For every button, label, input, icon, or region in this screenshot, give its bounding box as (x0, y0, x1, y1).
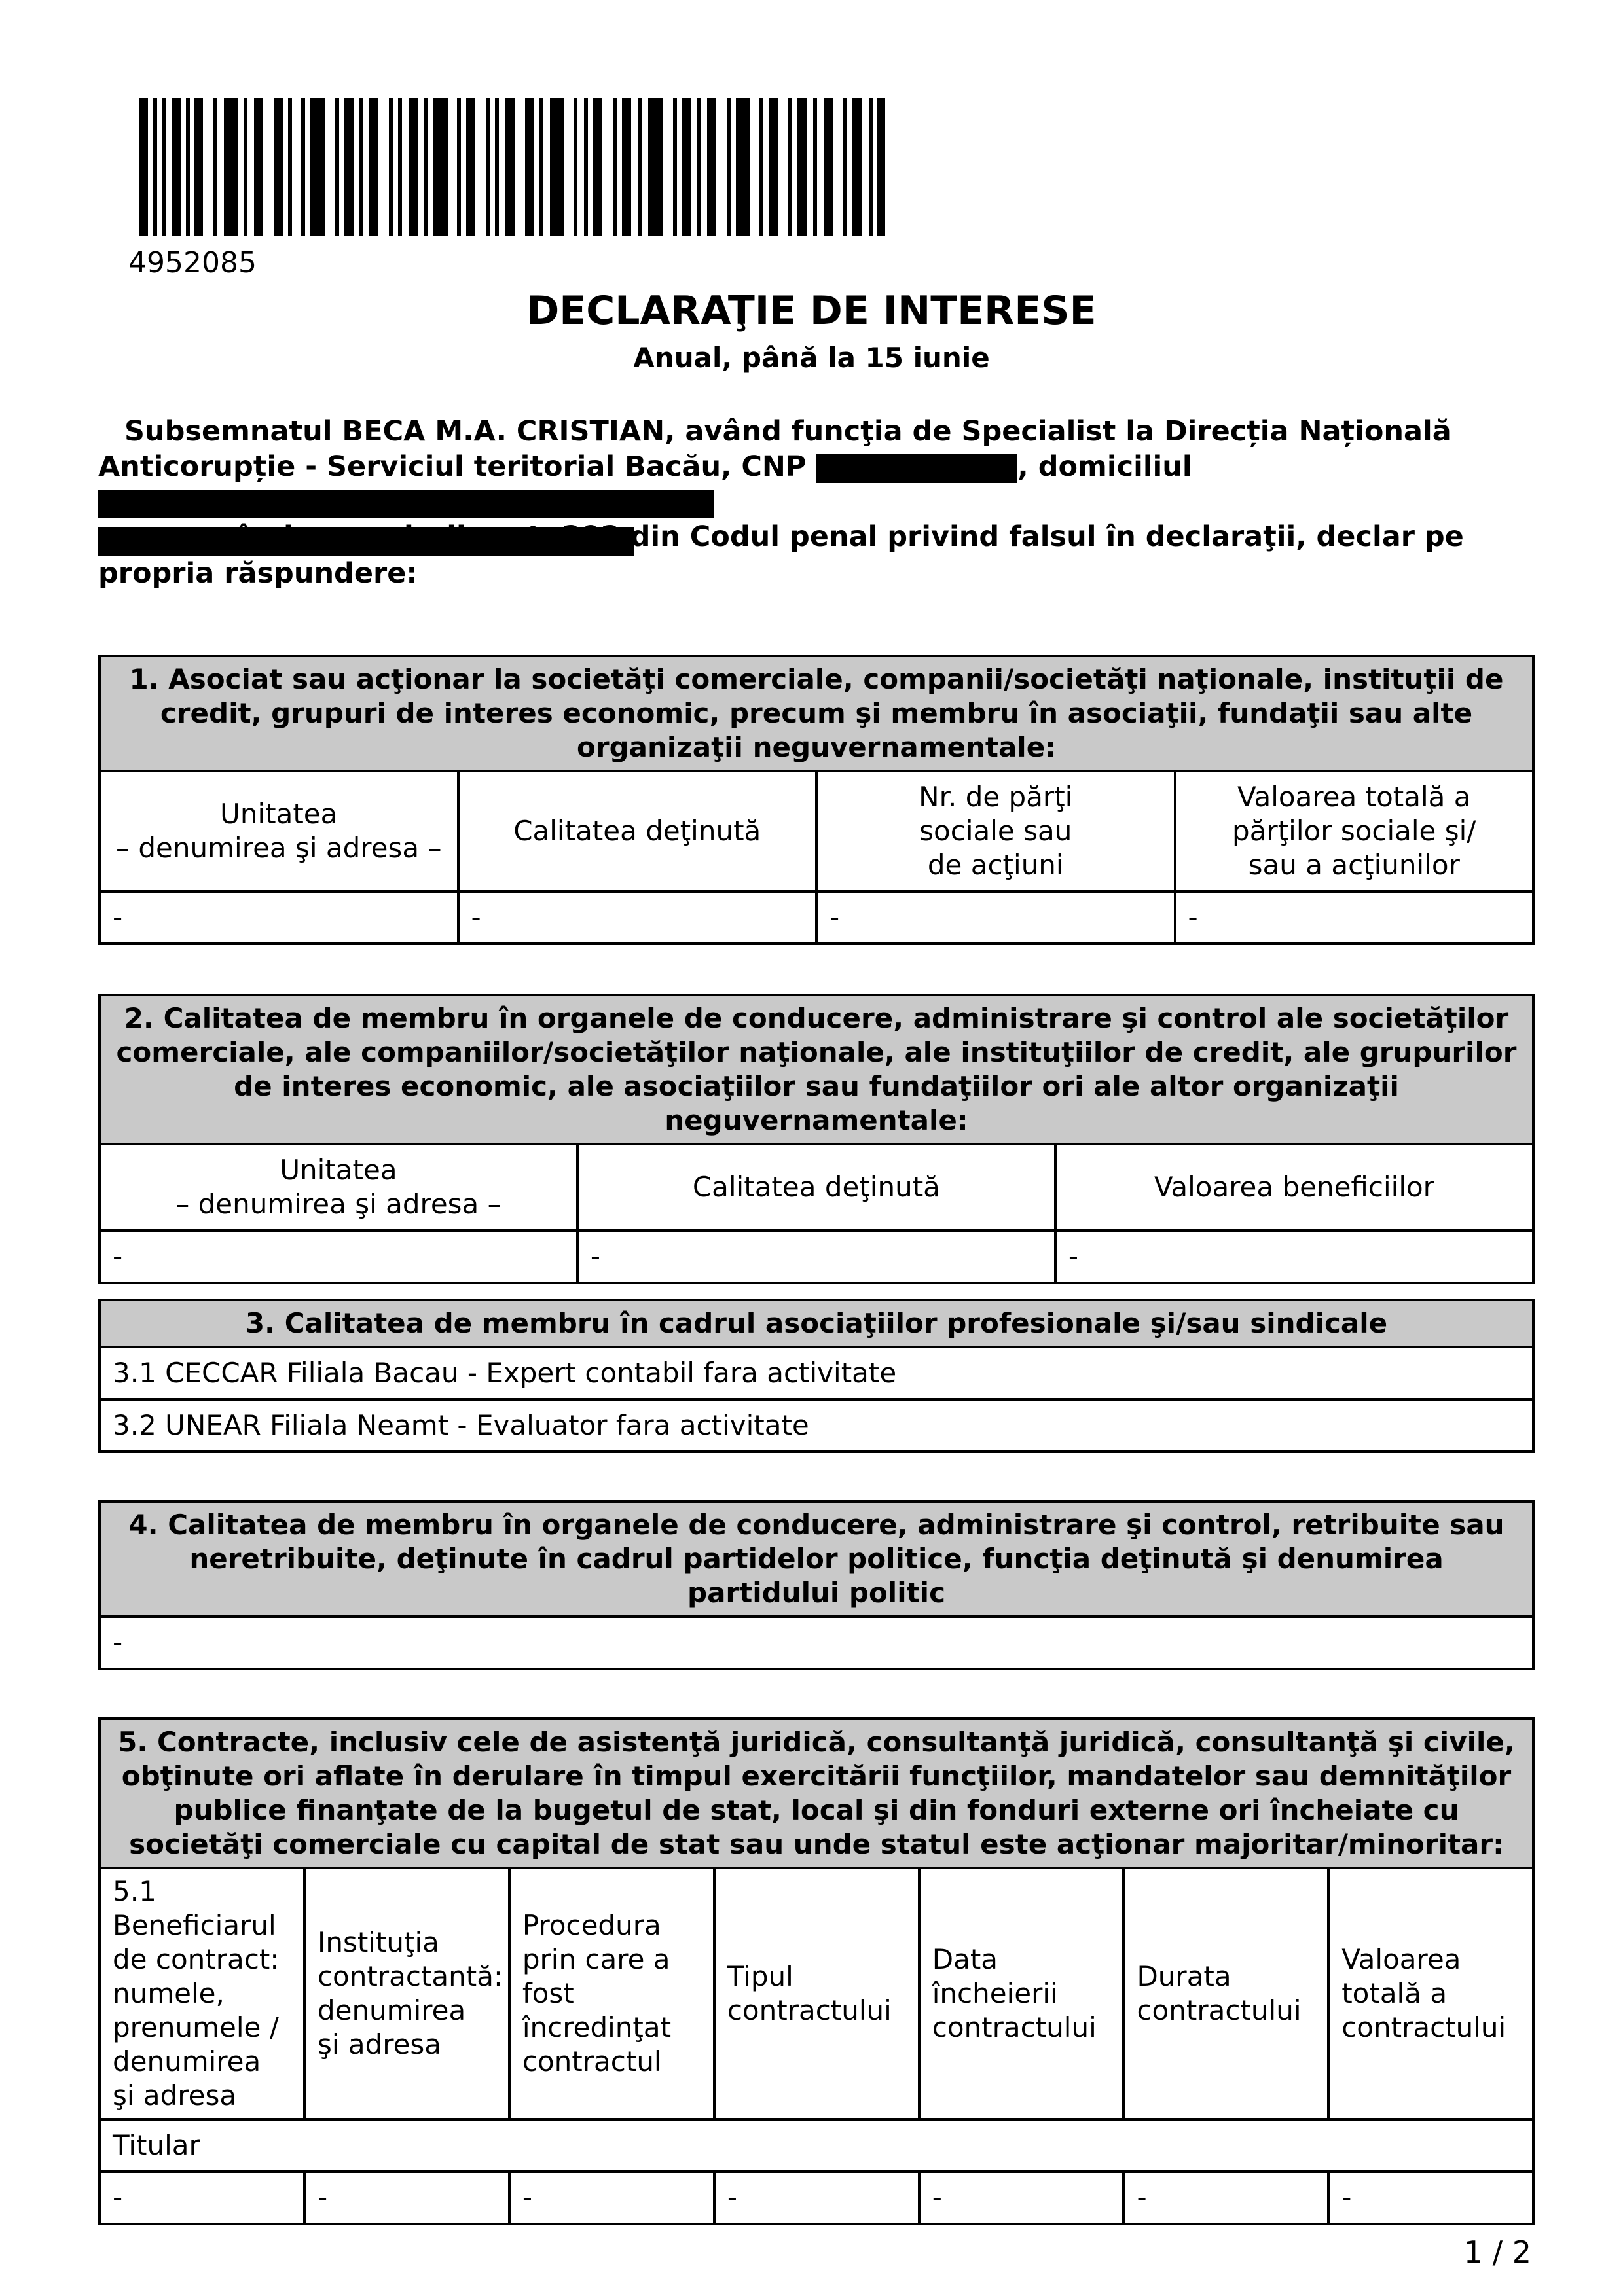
section-5-title: 5. Contracte, inclusiv cele de asistenţă juridică, consultanţă juridică, consultanţă şi civile, obţinute ori aflate în derulare în timpul exercitării funcţiilor, mandatelor sau demnităţilor publice finanţate de la bugetul de stat, local şi din fonduri externe ori încheiate cu societăţi comerciale cu capital de stat sau unde statul este acţionar majoritar/minoritar: (100, 1719, 1533, 1868)
document-subtitle: Anual, până la 15 iunie (633, 342, 990, 374)
col-value-header: Valoarea totală a părţilor sociale şi/ sau a acţiunilor (1175, 771, 1534, 891)
col-unit-header: Unitatea – denumirea şi adresa – (100, 771, 458, 891)
table-cell: - (714, 2172, 919, 2224)
document-title: DECLARAŢIE DE INTERESE (526, 288, 1097, 334)
table-cell: - (509, 2172, 714, 2224)
list-item: 3.1 CECCAR Filiala Bacau - Expert contabil fara activitate (100, 1347, 1533, 1399)
table-cell: - (816, 891, 1175, 944)
section-1-table (98, 655, 1535, 945)
col-type-header: Tipul contractului (714, 1868, 919, 2119)
list-item: 3.2 UNEAR Filiala Neamt - Evaluator fara activitate (100, 1399, 1533, 1452)
declarant-text: Subsemnatul BECA M.A. CRISTIAN, având funcţia de Specialist la Direcția Națională Anticorupție - Serviciul teritorial Bacău, CNP (98, 415, 1451, 483)
col-date-header: Data încheierii contractului (919, 1868, 1124, 2119)
col-shares-header: Nr. de părţi sociale sau de acţiuni (816, 771, 1175, 891)
section-1-title: 1. Asociat sau acţionar la societăţi comerciale, companii/societăţi naţionale, instituţii de credit, grupuri de interes economic, precum şi membru în asociaţii, fundaţii sau alte organizaţii neguvernamentale: (100, 656, 1533, 771)
table-cell: - (1328, 2172, 1533, 2224)
col-role-header: Calitatea deţinută (458, 771, 817, 891)
col-beneficiary-header: 5.1 Beneficiarul de contract: numele, prenumele / denumirea şi adresa (100, 1868, 304, 2119)
page-number: 1 / 2 (1463, 2234, 1531, 2270)
col-unit-header: Unitatea – denumirea şi adresa – (100, 1144, 577, 1230)
table-cell: - (1055, 1230, 1533, 1283)
table-cell: - (919, 2172, 1124, 2224)
col-duration-header: Durata contractului (1123, 1868, 1328, 2119)
section-2-title: 2. Calitatea de membru în organele de conducere, administrare şi control ale societăţilor comerciale, ale companiilor/societăţilor naţionale, ale instituţiilor de credit, ale grupurilor de interes economic, ale asociaţiilor sau fundaţiilor ori ale altor organizaţii neguvernamentale: (100, 995, 1533, 1144)
table-cell: - (304, 2172, 509, 2224)
table-cell: - (100, 1617, 1533, 1669)
domicile-label: , domiciliul (1017, 450, 1192, 483)
section-3-title: 3. Calitatea de membru în cadrul asociaţiilor profesionale şi/sau sindicale (100, 1300, 1533, 1347)
intro-text: cunoscând prevederile art. 292 din Codul penal privind falsul în declaraţii, declar pe propria răspundere: (98, 520, 1464, 590)
section-2-table (98, 994, 1535, 1284)
titular-row: Titular (100, 2119, 1533, 2172)
barcode-image (139, 98, 885, 236)
col-role-header: Calitatea deţinută (577, 1144, 1055, 1230)
table-cell: - (458, 891, 817, 944)
section-4-title: 4. Calitatea de membru în organele de conducere, administrare şi control, retribuite sau neretribuite, deţinute în cadrul partidelor politice, funcţia deţinută şi denumirea partidului politic (100, 1501, 1533, 1617)
col-benefits-header: Valoarea beneficiilor (1055, 1144, 1533, 1230)
table-cell: - (100, 1230, 577, 1283)
table-cell: - (577, 1230, 1055, 1283)
col-institution-header: Instituţia contractantă: denumirea şi adresa (304, 1868, 509, 2119)
intro-paragraph (98, 518, 1532, 592)
table-cell: - (100, 891, 458, 944)
section-5-table (98, 1717, 1535, 2225)
table-cell: - (100, 2172, 304, 2224)
section-3-table (98, 1299, 1535, 1453)
redacted-address (98, 490, 714, 518)
section-4-table (98, 1500, 1535, 1670)
col-value-header: Valoarea totală a contractului (1328, 1868, 1533, 2119)
table-cell: - (1175, 891, 1534, 944)
col-procedure-header: Procedura prin care a fost încredinţat contractul (509, 1868, 714, 2119)
redacted-cnp (816, 454, 1017, 483)
table-cell: - (1123, 2172, 1328, 2224)
barcode-number: 4952085 (128, 246, 257, 279)
